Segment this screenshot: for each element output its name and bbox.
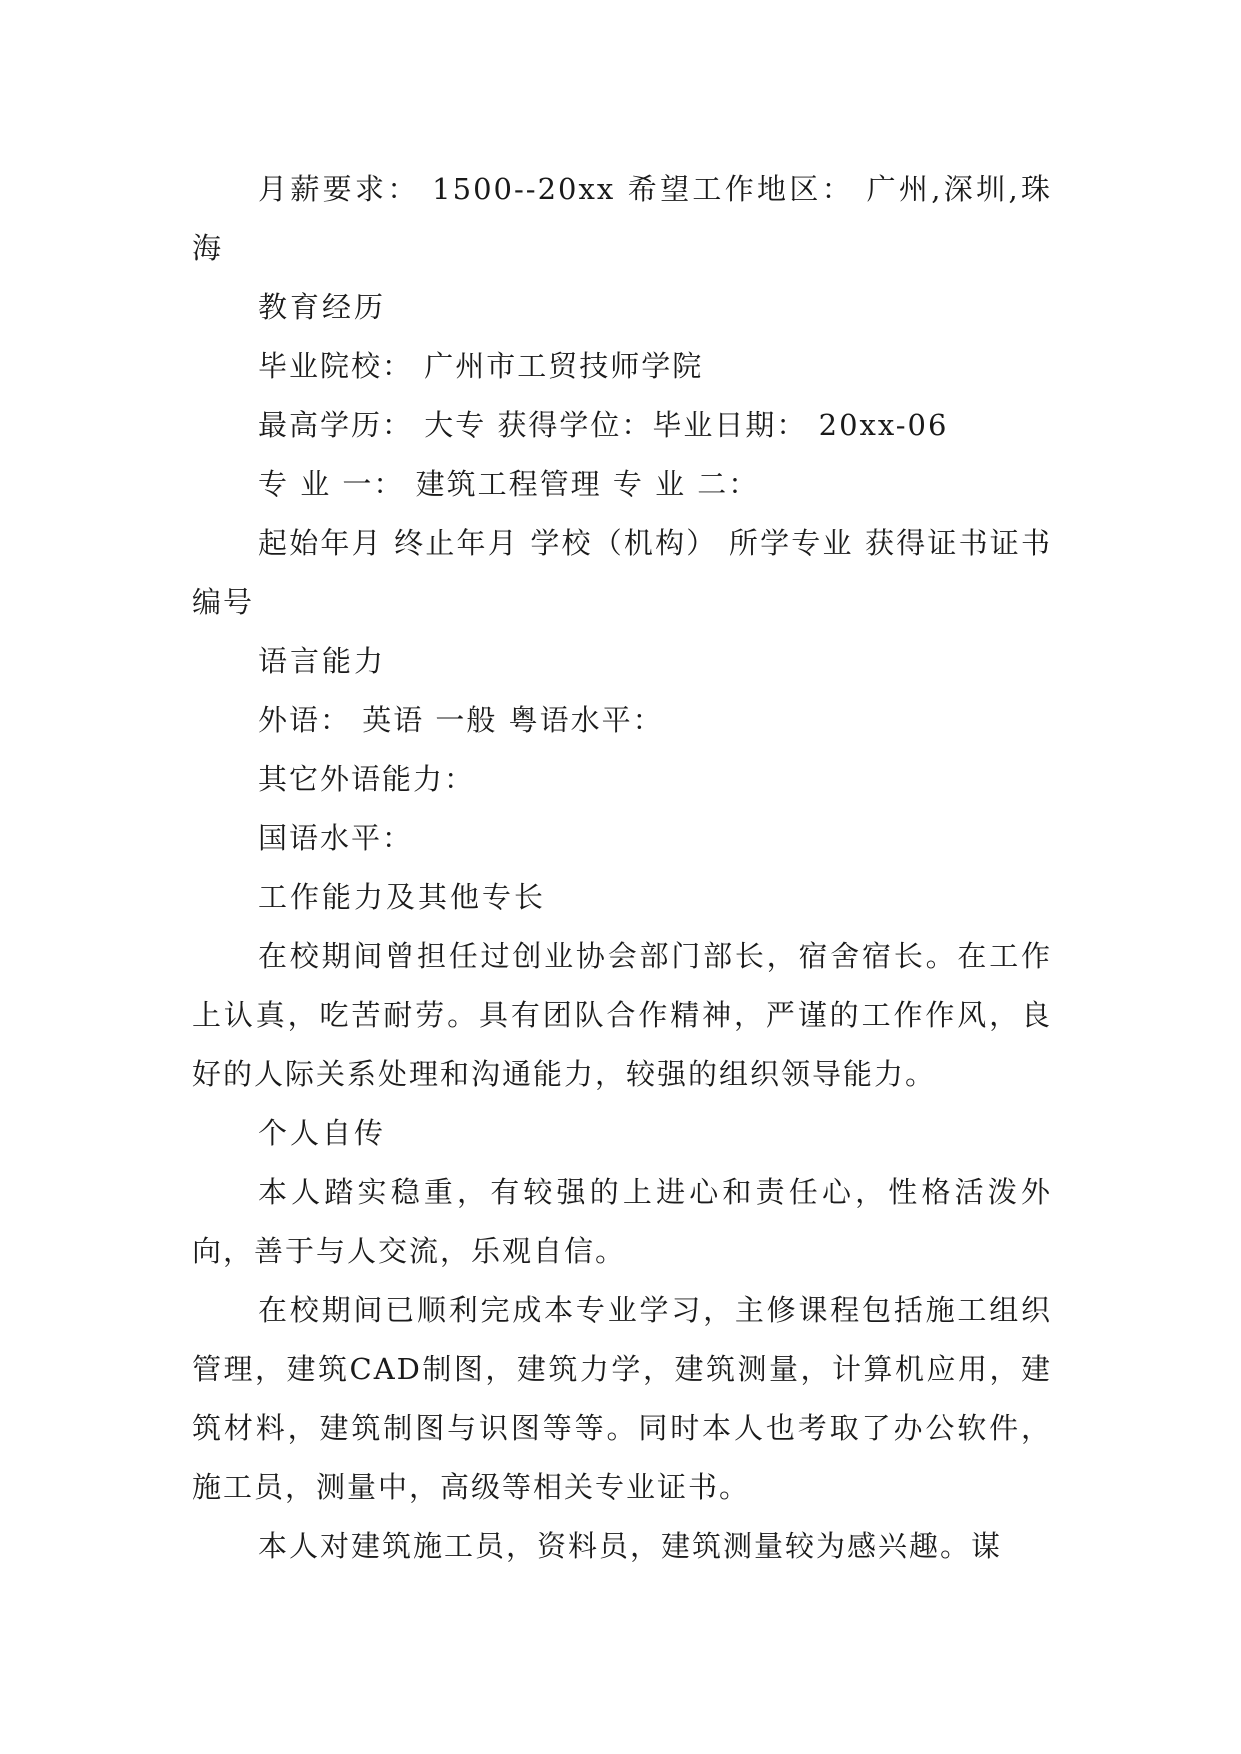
autobiography-paragraph-3: 本人对建筑施工员，资料员，建筑测量较为感兴趣。谋: [258, 1529, 1003, 1563]
autobiography-paragraph-2: 在校期间已顺利完成本专业学习，主修课程包括施工组织管理，建筑CAD制图，建筑力学，建筑测量，计算机应用，建筑材料，建筑制图与识图等等。同时本人也考取了办公软件，施工员，测量中，高级等相关专业证书。: [192, 1293, 1052, 1504]
autobiography-heading: 个人自传: [258, 1116, 387, 1150]
school-line: 毕业院校： 广州市工贸技师学院: [258, 349, 704, 383]
language-heading: 语言能力: [258, 644, 387, 678]
education-heading: 教育经历: [258, 290, 387, 324]
salary-location-line: 月薪要求： 1500--20xx 希望工作地区： 广州,深圳,珠海: [192, 172, 1052, 265]
mandarin-line: 国语水平：: [258, 821, 414, 855]
major-line: 专 业 一： 建筑工程管理 专 业 二：: [258, 467, 760, 501]
autobiography-paragraph-1: 本人踏实稳重，有较强的上进心和责任心，性格活泼外向，善于与人交流，乐观自信。: [192, 1175, 1052, 1268]
foreign-language-line: 外语： 英语 一般 粤语水平：: [258, 703, 664, 737]
document-body: [192, 160, 1052, 1576]
other-language-line: 其它外语能力：: [258, 762, 476, 796]
skills-paragraph: 在校期间曾担任过创业协会部门部长，宿舍宿长。在工作上认真，吃苦耐劳。具有团队合作精神，严谨的工作作风，良好的人际关系处理和沟通能力，较强的组织领导能力。: [192, 939, 1052, 1091]
skills-heading: 工作能力及其他专长: [258, 880, 547, 914]
degree-line: 最高学历： 大专 获得学位：毕业日期： 20xx-06: [258, 408, 949, 442]
education-table-header: 起始年月 终止年月 学校（机构） 所学专业 获得证书证书编号: [192, 526, 1052, 619]
